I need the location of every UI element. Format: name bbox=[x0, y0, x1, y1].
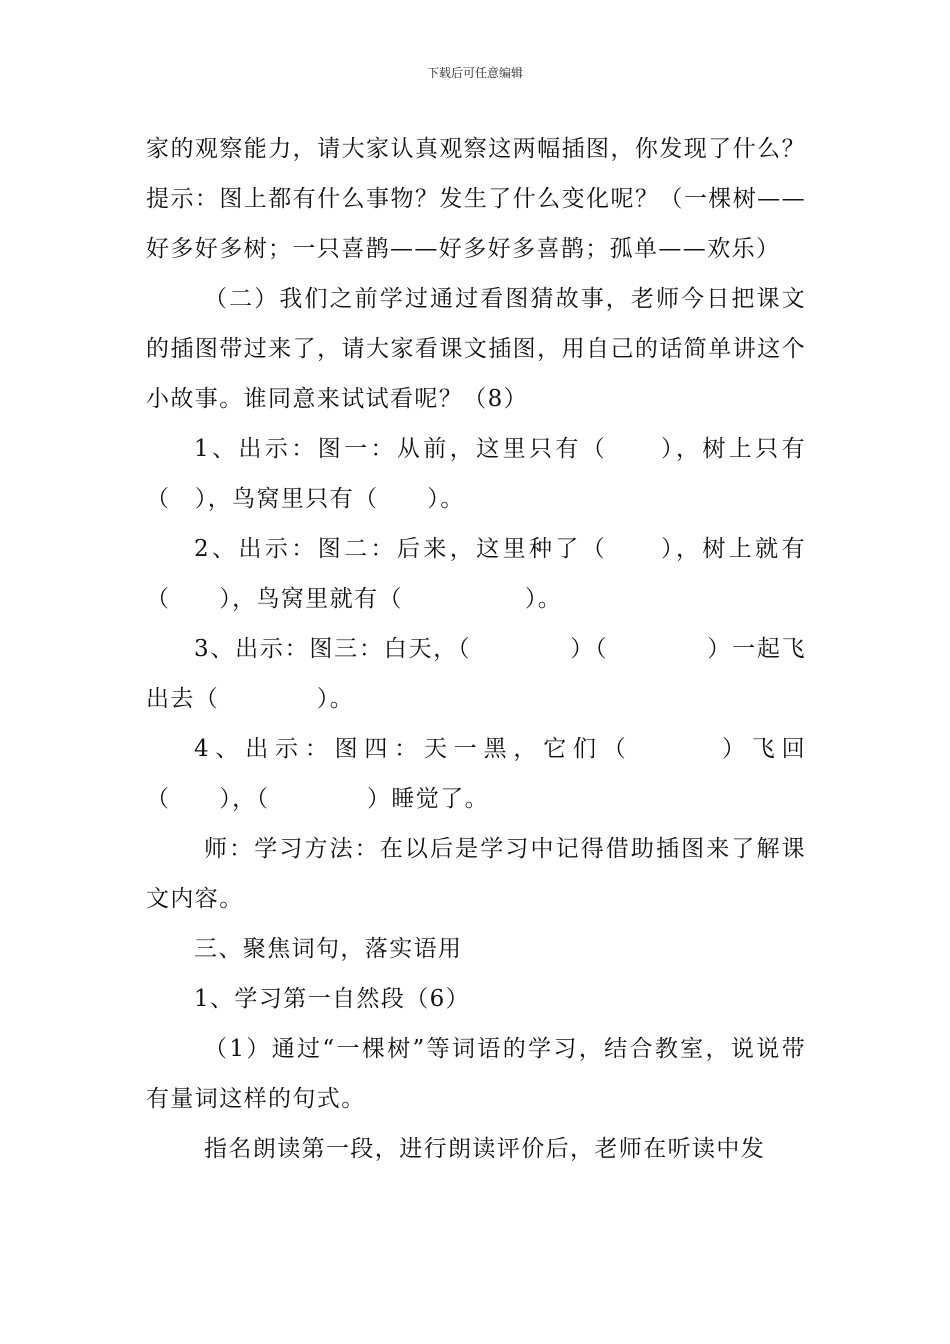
paragraph-picture-3: 3、出示：图三：白天，（ ）（ ）一起飞出去（ ）。 bbox=[146, 636, 806, 712]
paragraph-reading-evaluation: 指名朗读第一段，进行朗读评价后，老师在听读中发 bbox=[204, 1136, 766, 1162]
page-header: 下载后可任意编辑 bbox=[426, 66, 523, 80]
paragraph-picture-4: 4、出示：图四：天一黑，它们（ ）飞回（ ），（ ）睡觉了。 bbox=[146, 736, 806, 812]
paragraph-picture-2: 2、出示：图二：后来，这里种了（ ），树上就有（ ），鸟窝里就有（ ）。 bbox=[146, 536, 806, 612]
paragraph-measure-words: （1）通过“一棵树”等词语的学习，结合教室，说说带有量词这样的句式。 bbox=[146, 1036, 806, 1112]
paragraph-observation-prompt: 家的观察能力，请大家认真观察这两幅插图，你发现了什么？提示：图上都有什么事物？发生了什么变化呢？（一棵树——好多好多树；一只喜鹊——好多好多喜鹊；孤单——欢乐） bbox=[146, 136, 806, 262]
subheading-paragraph-one: 1、学习第一自然段（6） bbox=[194, 986, 471, 1012]
section-heading-focus: 三、聚焦词句，落实语用 bbox=[194, 936, 463, 962]
document-body bbox=[146, 124, 806, 1174]
paragraph-picture-1: 1、出示：图一：从前，这里只有（ ），树上只有（ ），鸟窝里只有（ ）。 bbox=[146, 436, 806, 512]
paragraph-teacher-method: 师：学习方法：在以后是学习中记得借助插图来了解课文内容。 bbox=[146, 836, 806, 912]
paragraph-story-intro: （二）我们之前学过通过看图猜故事，老师今日把课文的插图带过来了，请大家看课文插图，用自己的话简单讲这个小故事。谁同意来试试看呢？（8） bbox=[146, 286, 806, 412]
